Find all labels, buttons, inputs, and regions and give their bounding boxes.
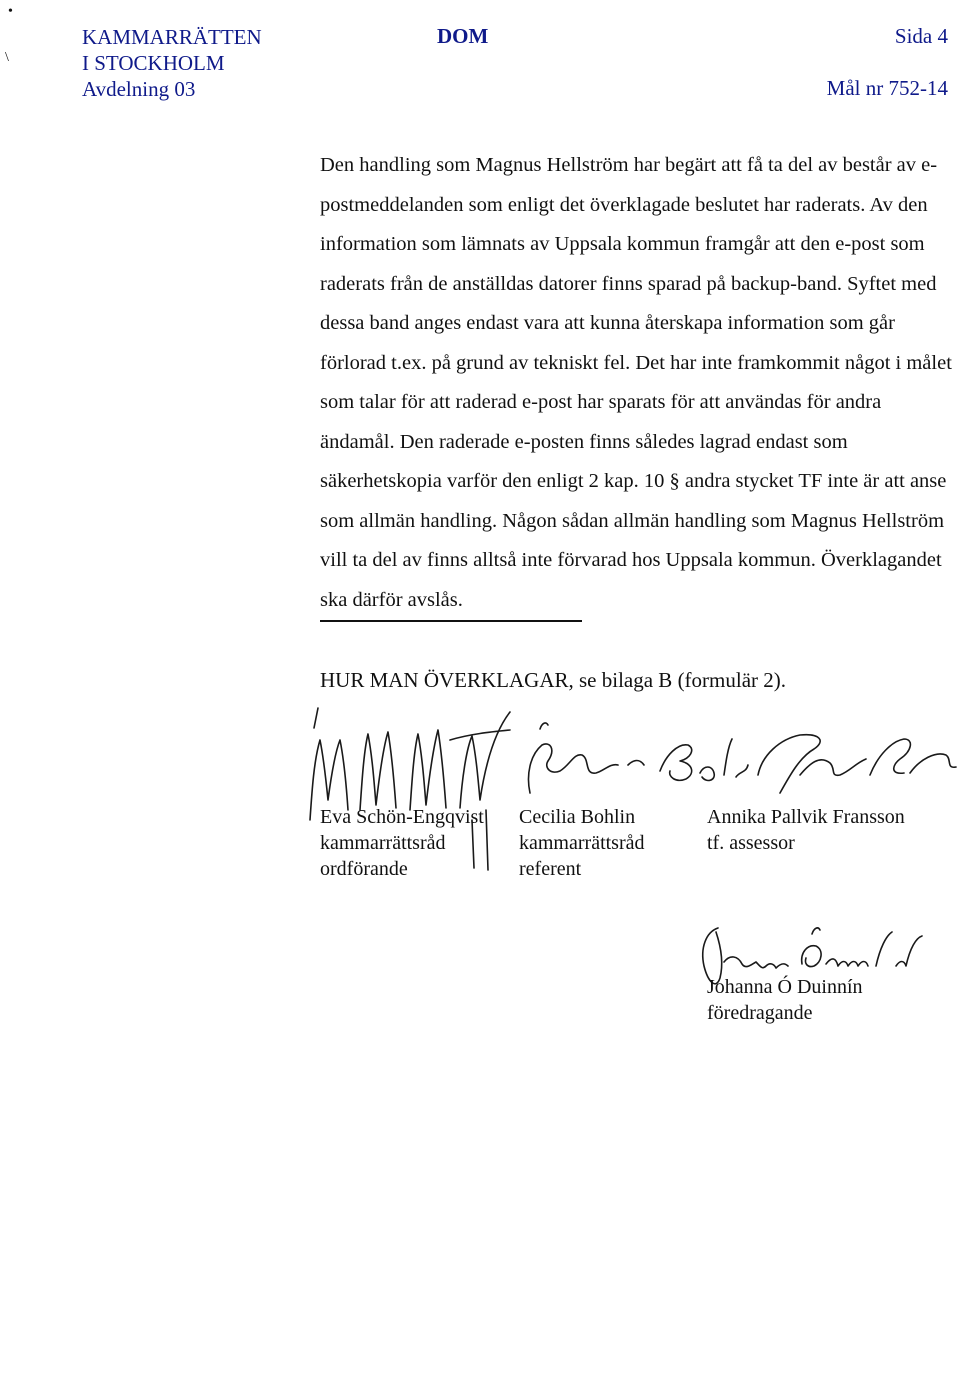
- body-paragraph: Den handling som Magnus Hellström har begärt att få ta del av består av e-postmeddelanden som enligt det överklagade beslutet har raderats. Av den information som lämnats av Uppsala kommun framgår att den e-post som raderats från de anställdas datorer finns sparad på backup-band. Syftet med dessa band anges endast vara att kunna återskapa information som går förlorad t.ex. på grund av tekniskt fel. Det har inte framkommit något i målet som talar för att raderad e-post har sparats för att användas för andra ändamål. Den raderade e-posten finns således lagrad endast som säkerhetskopia varför den enligt 2 kap. 10 § andra stycket TF inte är att anse som allmän handling. Någon sådan allmän handling som Magnus Hellström vill ta del av finns alltså inte förvarad hos Uppsala kommun. Överklagandet ska därför avslås.: [320, 154, 952, 611]
- signatory-role: ordförande: [320, 858, 408, 880]
- scan-mark: •: [8, 4, 13, 19]
- signatory-title: tf. assessor: [707, 832, 795, 854]
- signatory-2: [519, 804, 645, 882]
- separator-line: [320, 620, 582, 622]
- signatory-role: referent: [519, 858, 582, 880]
- signatory-1: [320, 804, 484, 882]
- signatory-title: kammarrättsråd: [519, 832, 645, 854]
- page-number: Sida 4: [894, 24, 948, 48]
- signatory-name: Annika Pallvik Fransson: [707, 806, 905, 828]
- case-number: Mål nr 752-14: [826, 76, 948, 100]
- court-name: [82, 24, 262, 102]
- court-name-line1: KAMMARRÄTTEN: [82, 25, 262, 49]
- signatory-title: kammarrättsråd: [320, 832, 446, 854]
- signatory-4: [707, 974, 863, 1026]
- document-type: DOM: [437, 24, 489, 48]
- court-name-line2: I STOCKHOLM: [82, 51, 225, 75]
- signatory-3: [707, 804, 905, 856]
- appeal-notice: HUR MAN ÖVERKLAGAR, se bilaga B (formulär 2).: [320, 668, 787, 692]
- signatory-name: Eva Schön-Engqvist: [320, 806, 484, 828]
- division: Avdelning 03: [82, 77, 196, 101]
- signatory-name: Johanna Ó Duinnín: [707, 976, 863, 998]
- signatory-title: föredragande: [707, 1002, 813, 1024]
- signature-cecilia-bohlin-annika-pallvik-fransson: [500, 715, 960, 815]
- signatory-name: Cecilia Bohlin: [519, 806, 636, 828]
- scan-mark: \: [5, 50, 9, 65]
